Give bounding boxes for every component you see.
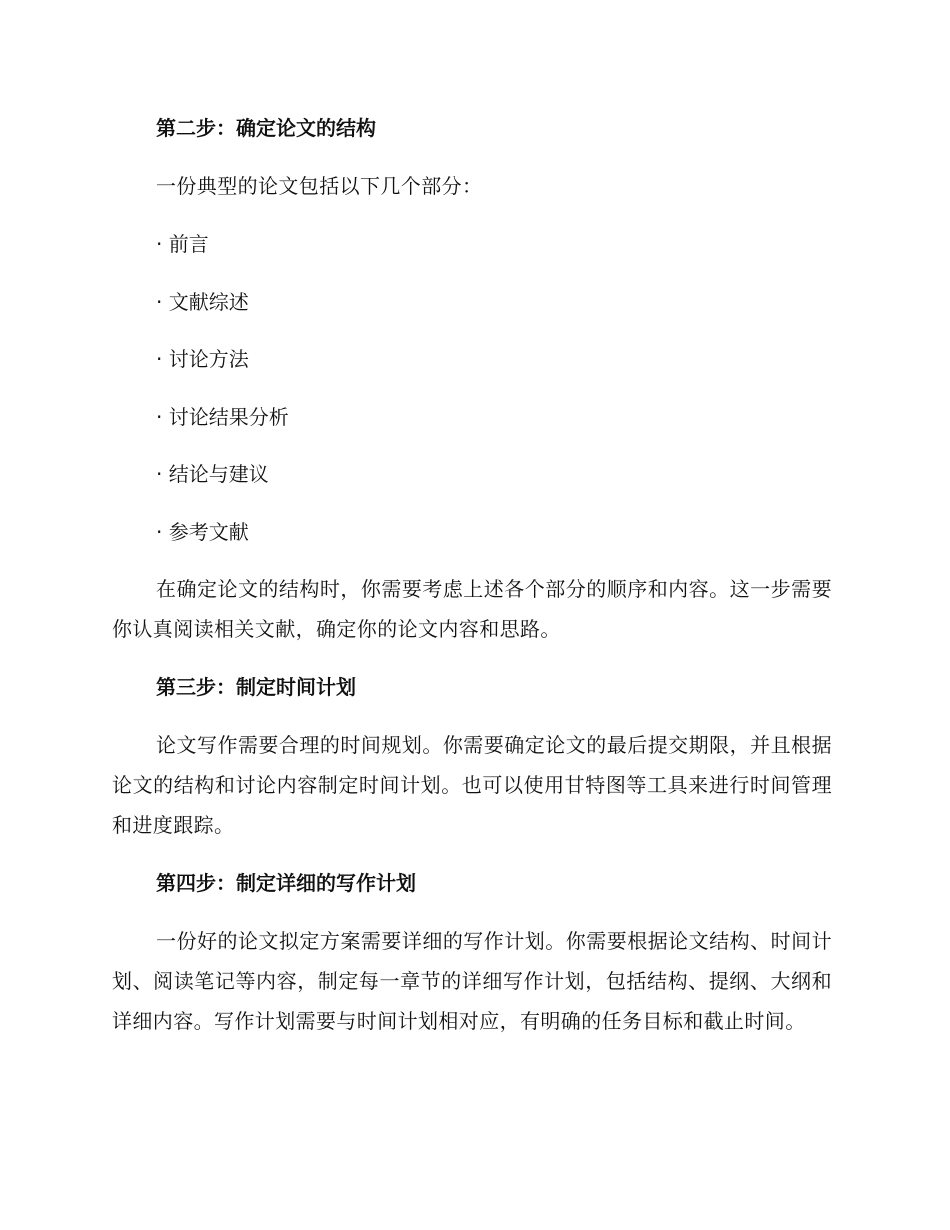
paper-parts-list (112, 224, 832, 552)
document-content (112, 108, 832, 1059)
list-item: · 前言 (156, 232, 209, 256)
step3-body: 论文写作需要合理的时间规划。你需要确定论文的最后提交期限，并且根据论文的结构和讨论内容制定时间计划。也可以使用甘特图等工具来进行时间管理和进度跟踪。 (112, 733, 832, 837)
step2-intro: 一份典型的论文包括以下几个部分： (156, 174, 483, 198)
step2-body: 在确定论文的结构时，你需要考虑上述各个部分的顺序和内容。这一步需要你认真阅读相关文献，确定你的论文内容和思路。 (112, 577, 832, 641)
list-item: · 参考文献 (156, 519, 249, 544)
list-item: · 讨论结果分析 (156, 404, 289, 429)
step3-heading: 第三步：制定时间计划 (156, 675, 356, 699)
step2-heading: 第二步：确定论文的结构 (156, 116, 376, 140)
step4-heading: 第四步：制定详细的写作计划 (156, 871, 416, 895)
list-item: · 文献综述 (156, 289, 249, 314)
step4-body: 一份好的论文拟定方案需要详细的写作计划。你需要根据论文结构、时间计划、阅读笔记等内容，制定每一章节的详细写作计划，包括结构、提纲、大纲和详细内容。写作计划需要与时间计划相对应，有明确的任务目标和截止时间。 (112, 929, 832, 1033)
list-item: · 结论与建议 (156, 462, 269, 486)
list-item: · 讨论方法 (156, 347, 249, 371)
